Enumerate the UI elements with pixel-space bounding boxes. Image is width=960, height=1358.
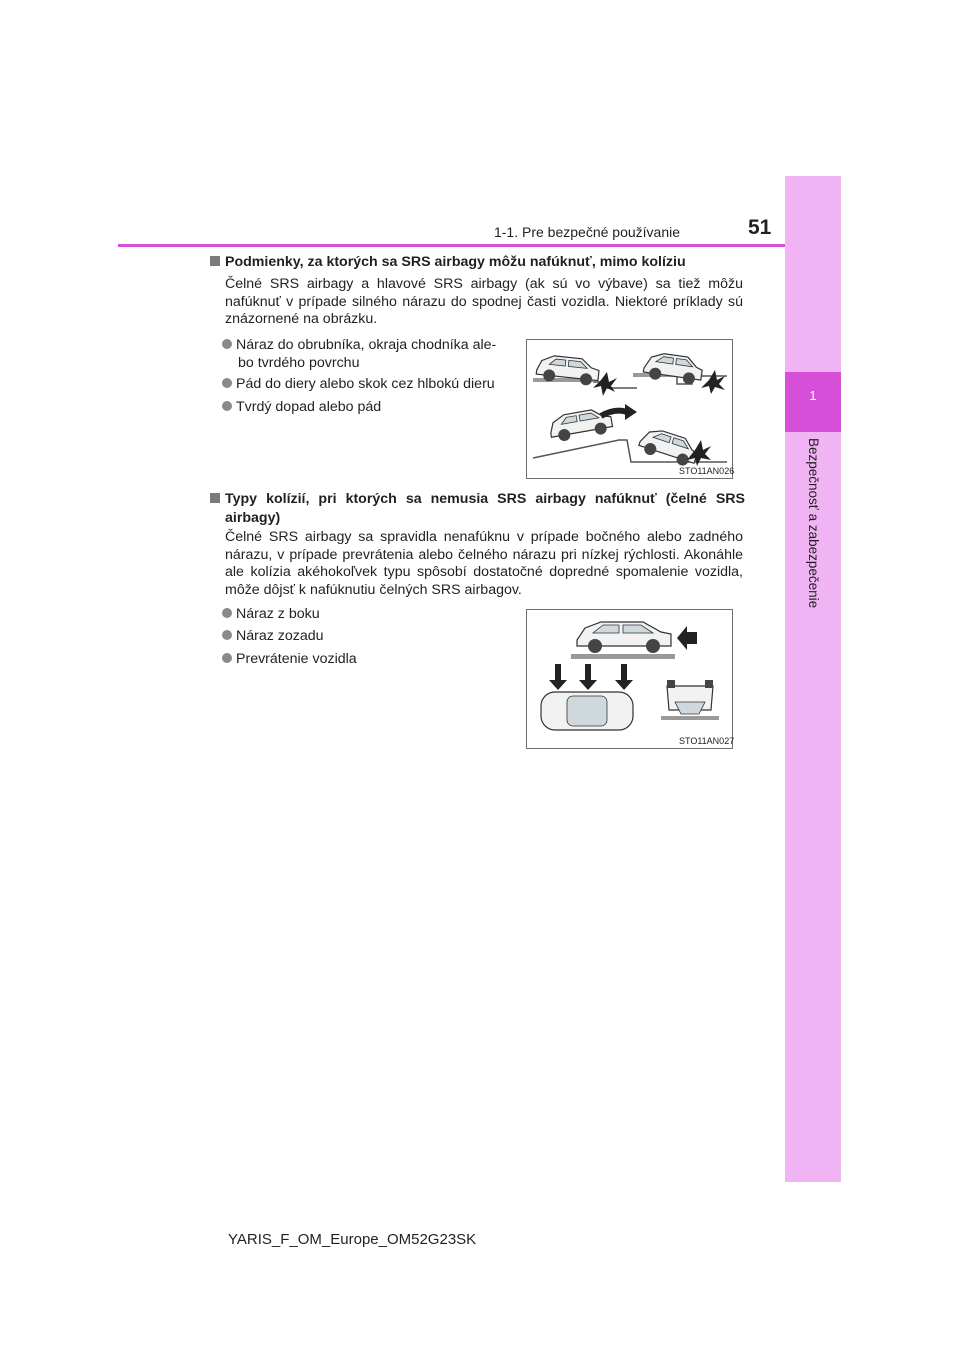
chapter-number: 1: [809, 388, 817, 403]
chapter-side-tab: [785, 176, 841, 1182]
document-code: YARIS_F_OM_Europe_OM52G23SK: [228, 1231, 477, 1248]
bullet-text: Náraz z boku: [236, 606, 320, 622]
illustration-side-rear-rollover: [527, 610, 735, 748]
ground-line: [661, 716, 719, 720]
car-icon: [577, 622, 671, 653]
figure-airbag-no-deploy: [526, 609, 733, 749]
section-title: 1-1. Pre bezpečné používanie: [493, 224, 680, 240]
round-bullet-icon: [222, 608, 232, 618]
section2-paragraph: Čelné SRS airbagy sa spravidla nenafúknu v prípade bočného alebo zadného nárazu, v prípade prevrátenia alebo čelného nárazu pri nízkej rýchlosti. Akonáhle ale kolízia akéhokoľvek typu spôsobí dostatočné dopredné spomalenie vozidla, môže dôjsť k nafúknutiu čelných SRS airbagov.: [225, 529, 743, 598]
bullet-text: Prevrátenie vozidla: [236, 651, 357, 667]
impact-burst-icon: [701, 370, 725, 394]
bullet-text: Tvrdý dopad alebo pád: [236, 399, 382, 415]
section2-heading: [210, 490, 745, 509]
round-bullet-icon: [222, 653, 232, 663]
bullet-text-cont: bo tvrdého povrchu: [238, 354, 360, 371]
arrow-head-icon: [625, 404, 637, 420]
car-top-view-icon: [541, 692, 633, 730]
arrow-down-icon: [615, 664, 633, 690]
chapter-title: Bezpečnosť a zabezpečenie: [806, 438, 821, 609]
section2-heading-cont: airbagy): [225, 510, 281, 526]
round-bullet-icon: [222, 401, 232, 411]
arrow-down-icon: [579, 664, 597, 690]
section1-heading: [210, 253, 686, 272]
car-rollover-icon: [667, 680, 713, 714]
arrow-left-icon: [677, 626, 697, 650]
arrow-down-icon: [549, 664, 567, 690]
figure-code: STO11AN027: [679, 736, 735, 746]
section1-bullet-2: [222, 376, 495, 394]
car-icon: [643, 351, 704, 386]
section1-bullet-3: [222, 399, 381, 417]
square-bullet-icon: [210, 493, 220, 503]
bullet-text: Pád do diery alebo skok cez hlbokú dieru: [236, 376, 495, 392]
bullet-text: Náraz zozadu: [236, 628, 324, 644]
section2-heading-text: Typy kolízií, pri ktorých sa nemusia SRS airbagy nafúknuť (čelné SRS: [225, 491, 745, 507]
arrow-icon: [601, 411, 627, 416]
ground-line: [571, 654, 675, 659]
section1-heading-text: Podmienky, za ktorých sa SRS airbagy môžu nafúknuť, mimo kolíziu: [225, 254, 686, 270]
section2-bullet-2: [222, 628, 324, 646]
header-rule: [118, 244, 785, 247]
figure-code: STO11AN026: [679, 466, 735, 476]
page-number: 51: [748, 216, 772, 239]
illustration-undercarriage-impacts: [527, 340, 735, 478]
section2-bullet-1: [222, 606, 320, 624]
square-bullet-icon: [210, 256, 220, 266]
section1-bullet-1: [222, 337, 496, 372]
bullet-text: Náraz do obrubníka, okraja chodníka ale-: [236, 337, 497, 353]
section1-paragraph: Čelné SRS airbagy a hlavové SRS airbagy (ak sú vo výbave) sa tiež môžu nafúknuť v prípade silného nárazu do spodnej časti vozidla. Niektoré príklady sú znázornené na obrázku.: [225, 276, 743, 327]
round-bullet-icon: [222, 630, 232, 640]
figure-airbag-non-collision: [526, 339, 733, 479]
section2-bullet-3: [222, 651, 357, 669]
round-bullet-icon: [222, 339, 232, 349]
round-bullet-icon: [222, 378, 232, 388]
